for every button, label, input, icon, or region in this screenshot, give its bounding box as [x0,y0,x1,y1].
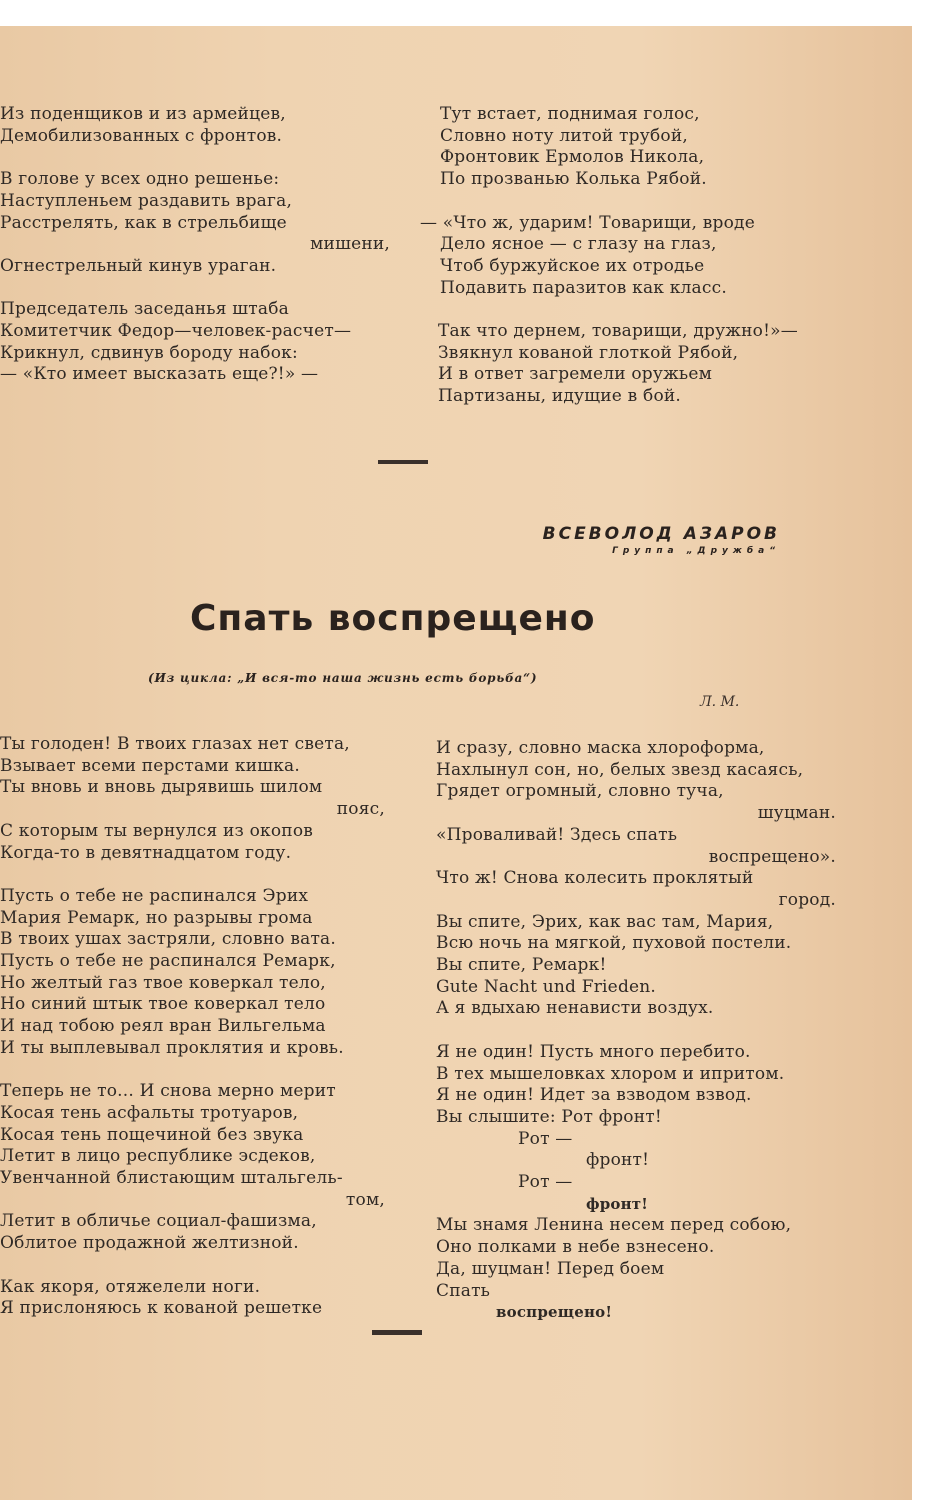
verse-line: Пусть о тебе не распинался Эрих [0,885,309,906]
author-block [500,524,780,556]
verse-line: Я прислоняюсь к кованой решетке [0,1298,323,1319]
verse-line: Комитетчик Федор—человек-расчет— [0,321,352,341]
verse-line: Как якоря, отяжелели ноги. [0,1276,261,1297]
verse-line: Так что дернем, товарищи, дружно!»— [438,321,798,341]
verse-line: воспрещено! [496,1303,613,1322]
verse-line: Да, шуцман! Перед боем [436,1258,665,1279]
stanza [0,299,390,386]
verse-line: Дело ясное — с глазу на глаз, [440,234,717,255]
stanza [0,1081,385,1255]
verse-line: Словно ноту литой трубой, [440,125,688,146]
verse-line: том, [345,1189,385,1210]
verse-line: Когда-то в девятнадцатом году. [0,842,292,863]
verse-line: шуцман. [757,803,836,824]
verse-line: пояс, [336,799,385,820]
verse-line: В твоих ушах застряли, словно вата. [0,929,336,950]
verse-line: Крикнул, сдвинув бороду набок: [0,342,298,363]
verse-line: Грядет огромный, словно туча, [436,781,724,802]
poem-title: Спать воспрещено [190,598,596,639]
verse-line: Наступленьем раздавить врага, [0,190,293,211]
verse-line: Увенчанной блистающим штальгель- [0,1168,343,1189]
verse-line: Ты вновь и вновь дырявишь шилом [0,777,323,798]
verse-line: город. [778,889,836,910]
verse-line: Взывает всеми перстами кишка. [0,755,300,776]
verse-line: По прозванью Колька Рябой. [440,169,707,190]
verse-line: — «Кто имеет высказать еще?!» — [0,364,319,385]
verse-line: Летит в лицо республике эсдеков, [0,1146,316,1167]
poem1-right-column [420,104,840,430]
verse-line: Партизаны, идущие в бой. [438,386,682,407]
section-divider [378,460,428,464]
verse-line: Рот — [518,1128,573,1149]
verse-line: Всю ночь на мягкой, пуховой постели. [436,933,792,954]
stanza [436,1042,836,1324]
stanza [0,1277,385,1320]
verse-line: Косая тень асфальты тротуаров, [0,1102,299,1123]
verse-line: И ты выплевывал проклятия и кровь. [0,1037,344,1058]
stanza [420,321,840,408]
verse-line: Вы слышите: Рот фронт! [436,1106,662,1127]
verse-line: Подавить паразитов как класс. [440,277,727,298]
verse-line: А я вдыхаю ненависти воздух. [436,998,714,1019]
verse-line: воспрещено». [708,846,836,867]
verse-line: Звякнул кованой глоткой Рябой, [438,342,739,363]
verse-line: Мария Ремарк, но разрывы грома [0,907,313,928]
verse-line: Рот — [518,1172,573,1193]
verse-line: Косая тень пощечиной без звука [0,1124,304,1145]
verse-line: В голове у всех одно решенье: [0,169,280,190]
verse-line: Ты голоден! В твоих глазах нет света, [0,734,350,754]
verse-line: Мы знамя Ленина несем перед собою, [436,1215,792,1236]
verse-line: Огнестрельный кинув ураган. [0,255,277,276]
verse-line: Облитое продажной желтизной. [0,1233,299,1254]
section-divider [372,1330,422,1335]
verse-line: Вы спите, Ремарк! [436,955,607,976]
verse-line: Что ж! Снова колесить проклятый [436,868,754,889]
stanza [0,886,385,1060]
verse-line: И сразу, словно маска хлороформа, [436,738,765,758]
verse-line: Летит в обличье социал-фашизма, [0,1211,317,1232]
verse-line: Председатель заседанья штаба [0,299,289,320]
verse-line: В тех мышеловках хлором и ипритом. [436,1063,785,1084]
verse-line: Я не один! Пусть много перебито. [436,1041,751,1062]
stanza [420,104,840,191]
stanza [420,213,840,300]
stanza [0,734,385,864]
verse-line: Фронтовик Ермолов Никола, [440,147,705,168]
verse-line: Демобилизованных с фронтов. [0,125,283,146]
poem-epigraph: (Из цикла: „И вся-то наша жизнь есть борьба“) [148,671,538,685]
translator-initials: Л. М. [700,694,740,710]
verse-line: С которым ты вернулся из окопов [0,820,314,841]
poem2-right-column [436,738,836,1346]
author-name: ВСЕВОЛОД АЗАРОВ [542,524,780,544]
verse-line: Расстрелять, как в стрельбище [0,212,287,233]
poem1-left-column [0,104,390,408]
verse-line: Нахлынул сон, но, белых звезд касаясь, [436,759,804,780]
verse-line: Оно полками в небе взнесено. [436,1237,715,1258]
stanza [0,104,390,147]
verse-line: Пусть о тебе не распинался Ремарк, [0,951,336,972]
verse-line: — «Что ж, ударим! Товарищи, вроде [420,212,755,233]
verse-line: Но синий штык твое коверкал тело [0,994,326,1015]
stanza [0,169,390,278]
verse-line: И в ответ загремели оружьем [438,364,713,385]
verse-line: Gute Nacht und Frieden. [436,976,657,997]
poem2-left-column [0,734,385,1342]
verse-line: Я не один! Идет за взводом взвод. [436,1085,752,1106]
stanza [436,738,836,1020]
verse-line: фронт! [586,1194,649,1213]
verse-line: Спать [436,1280,491,1301]
verse-line: Теперь не то... И снова мерно мерит [0,1081,336,1102]
verse-line: И над тобою реял вран Вильгельма [0,1016,326,1037]
verse-line: мишени, [310,234,390,255]
verse-line: Из поденщиков и из армейцев, [0,104,286,124]
verse-line: Вы спите, Эрих, как вас там, Мария, [436,911,774,932]
verse-line: фронт! [586,1150,650,1171]
book-page [0,26,912,1500]
author-group: Группа „Дружба“ [612,546,780,556]
verse-line: Но желтый газ твое коверкал тело, [0,972,326,993]
verse-line: Чтоб буржуйское их отродье [440,255,705,276]
verse-line: Тут встает, поднимая голос, [440,104,700,124]
verse-line: «Проваливай! Здесь спать [436,824,678,845]
